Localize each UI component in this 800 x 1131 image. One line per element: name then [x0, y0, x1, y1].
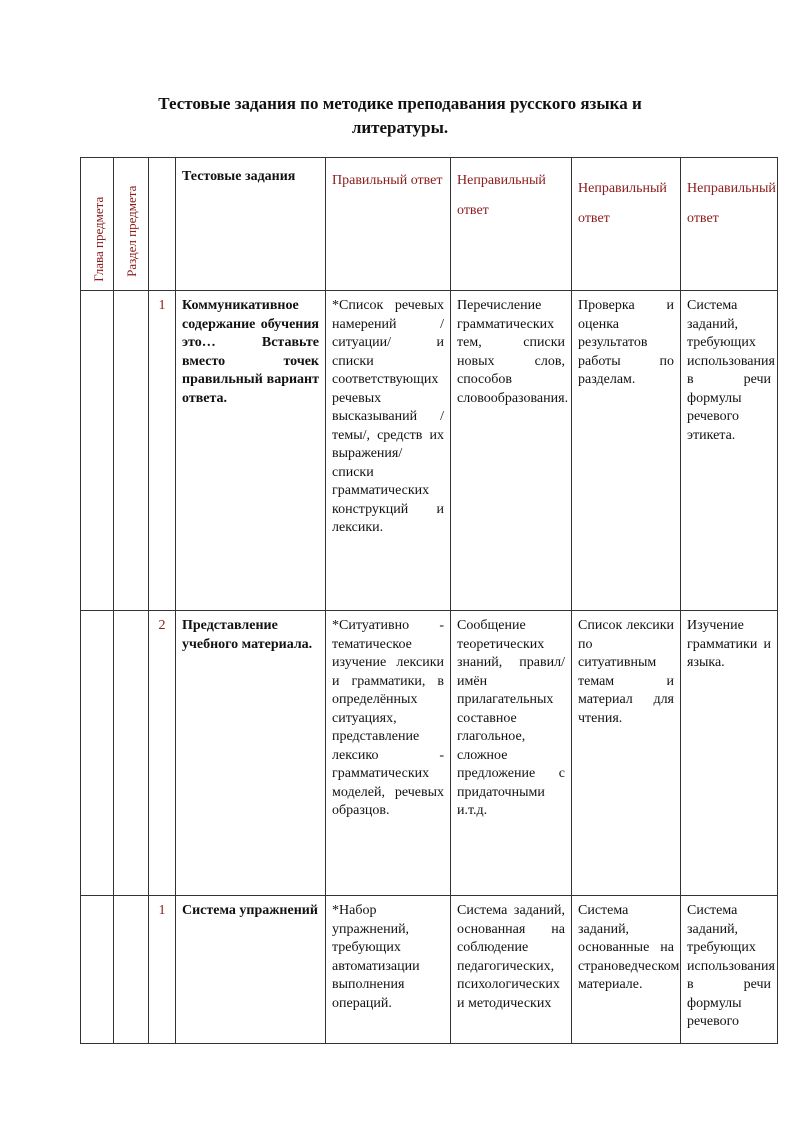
header-row	[81, 158, 778, 291]
tasks-header: Тестовые задания	[176, 158, 326, 291]
section-header-cell	[114, 158, 149, 291]
chapter-cell	[81, 291, 114, 611]
section-cell	[114, 896, 149, 1044]
wrong-answer-3: Система заданий, требующих использования в речи формулы речевого	[681, 896, 778, 1044]
correct-header: Правильный ответ	[326, 158, 451, 291]
section-header: Раздел предмета	[123, 185, 139, 277]
chapter-cell	[81, 611, 114, 896]
chapter-header-cell	[81, 158, 114, 291]
wrong-answer-2: Система заданий, основанные на страноведческом материале.	[572, 896, 681, 1044]
wrong-answer-3: Изучение грамматики и языка.	[681, 611, 778, 896]
row-number: 1	[149, 896, 176, 1044]
section-cell	[114, 291, 149, 611]
section-cell	[114, 611, 149, 896]
task-text: Система упражнений	[176, 896, 326, 1044]
wrong-header-1: Неправильный ответ	[451, 158, 572, 291]
table-row	[81, 896, 778, 1044]
wrong-answer-1: Система заданий, основанная на соблюдение педагогических, психологических и методических	[451, 896, 572, 1044]
wrong-answer-1: Перечисление грамматических тем, списки новых слов, способов словообразования.	[451, 291, 572, 611]
table-row	[81, 611, 778, 896]
tests-table	[80, 157, 778, 1044]
chapter-cell	[81, 896, 114, 1044]
row-number: 1	[149, 291, 176, 611]
wrong-answer-3: Система заданий, требующих использования в речи формулы речевого этикета.	[681, 291, 778, 611]
wrong-header-2: Неправильный ответ	[572, 158, 681, 291]
document-title: Тестовые задания по методике преподавания русского языка и литературы.	[158, 94, 642, 137]
correct-answer: *Список речевых намерений /ситуации/ и списки соответствующих речевых высказываний / темы/, средств их выражения/ списки грамматических конструкций и лексики.	[326, 291, 451, 611]
num-header-cell	[149, 158, 176, 291]
correct-answer: *Ситуативно - тематическое изучение лексики и грамматики, в определённых ситуациях, представление лексико - грамматических моделей, речевых образцов.	[326, 611, 451, 896]
table-row	[81, 291, 778, 611]
wrong-header-3: Неправильный ответ	[681, 158, 778, 291]
chapter-header: Глава предмета	[90, 196, 106, 282]
wrong-answer-1: Сообщение теоретических знаний, правил/ имён прилагательных составное глагольное, сложное предложение с придаточными и.т.д.	[451, 611, 572, 896]
row-number: 2	[149, 611, 176, 896]
task-text: Коммуникативное содержание обучения это… Вставьте вместо точек правильный вариант ответа.	[176, 291, 326, 611]
correct-answer: *Набор упражнений, требующих автоматизации выполнения операций.	[326, 896, 451, 1044]
wrong-answer-2: Проверка и оценка результатов работы по разделам.	[572, 291, 681, 611]
wrong-answer-2: Список лексики по ситуативным темам и материал для чтения.	[572, 611, 681, 896]
task-text: Представление учебного материала.	[176, 611, 326, 896]
